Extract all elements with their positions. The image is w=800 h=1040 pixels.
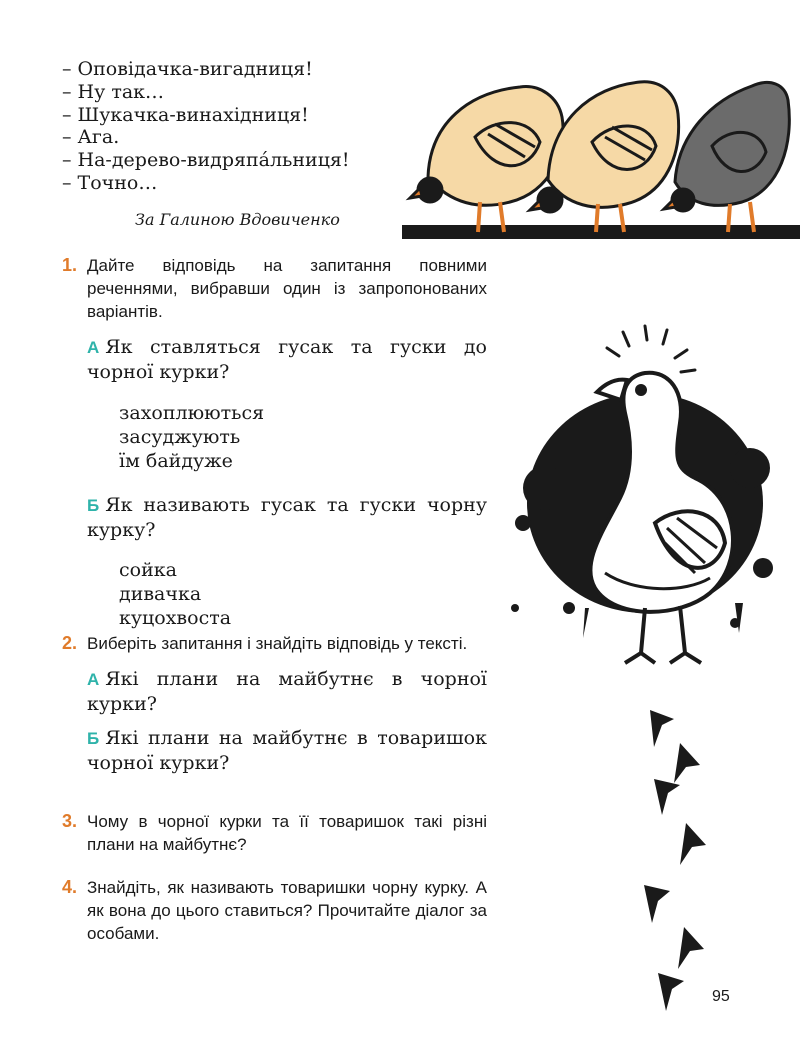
footprint-icon — [680, 823, 706, 865]
footprint-icon — [658, 973, 684, 1011]
footprint-icon — [650, 710, 674, 747]
answer-option: сойка — [119, 559, 177, 581]
dialog-line: – Точно… — [62, 171, 158, 194]
dialog-line: – Оповідачка-вигадниця! — [62, 58, 313, 80]
dialog-line: – На-дерево-видряпа́льниця! — [62, 149, 350, 172]
answer-options — [119, 558, 487, 630]
footprint-icon — [678, 927, 704, 969]
task-text: Виберіть запитання і знайдіть відповідь у тексті. — [87, 634, 468, 653]
dialog-block — [62, 58, 402, 195]
dialog-line: – Ну так… — [62, 80, 165, 103]
option-letter: Б — [87, 496, 100, 515]
attribution: За Галиною Вдовиченко — [135, 210, 340, 229]
question-b — [87, 493, 487, 542]
question-text: Які плани на майбутнє в чорної курки? — [87, 668, 487, 715]
task-number: 3. — [62, 811, 78, 831]
question-text: Як ставляться гусак та гуски до чорної курки? — [87, 336, 487, 383]
perch — [402, 225, 800, 239]
hen-icon — [410, 87, 563, 232]
goose-illustration — [495, 318, 795, 678]
answer-options — [119, 401, 487, 473]
task-text: Дайте відповідь на запитання повними реченнями, вибравши один із запропонованих варіантів. — [87, 256, 487, 321]
answer-option: засуджують — [119, 426, 241, 448]
dialog-line: – Шукачка-винахідниця! — [62, 103, 309, 126]
task-2 — [62, 632, 487, 775]
task-3 — [62, 810, 487, 856]
question-text: Які плани на майбутнє в товаришок чорної курки? — [87, 727, 487, 774]
task-4 — [62, 876, 487, 945]
hens-illustration — [400, 62, 800, 244]
footprint-icon — [674, 743, 700, 783]
dialog-line: – Ага. — [62, 126, 120, 149]
answer-option: дивачка — [119, 583, 202, 605]
task-text: Чому в чорної курки та її товаришок такі різні плани на майбутнє? — [87, 812, 487, 854]
footprint-icon — [654, 779, 680, 815]
task-number: 1. — [62, 255, 78, 275]
task-number: 4. — [62, 877, 78, 897]
answer-option: захоплюються — [119, 402, 265, 424]
question-b — [87, 726, 487, 775]
option-letter: А — [87, 338, 100, 357]
question-a — [87, 335, 487, 384]
option-letter: А — [87, 670, 100, 689]
footprint-icon — [644, 885, 670, 923]
page-number: 95 — [712, 988, 730, 1005]
answer-option: куцохвоста — [119, 607, 232, 629]
answer-option: їм байдуже — [119, 450, 233, 472]
footprints-illustration — [640, 705, 730, 1020]
question-a — [87, 667, 487, 716]
task-number: 2. — [62, 633, 78, 653]
task-1 — [62, 254, 487, 630]
task-text: Знайдіть, як називають товаришки чорну курку. А як вона до цього ставиться? Прочитайте діалог за особами. — [87, 878, 487, 943]
question-text: Як називають гусак та гуски чорну курку? — [87, 494, 487, 541]
black-hen-icon — [664, 82, 789, 232]
sparkle-lines — [607, 326, 695, 372]
option-letter: Б — [87, 729, 100, 748]
